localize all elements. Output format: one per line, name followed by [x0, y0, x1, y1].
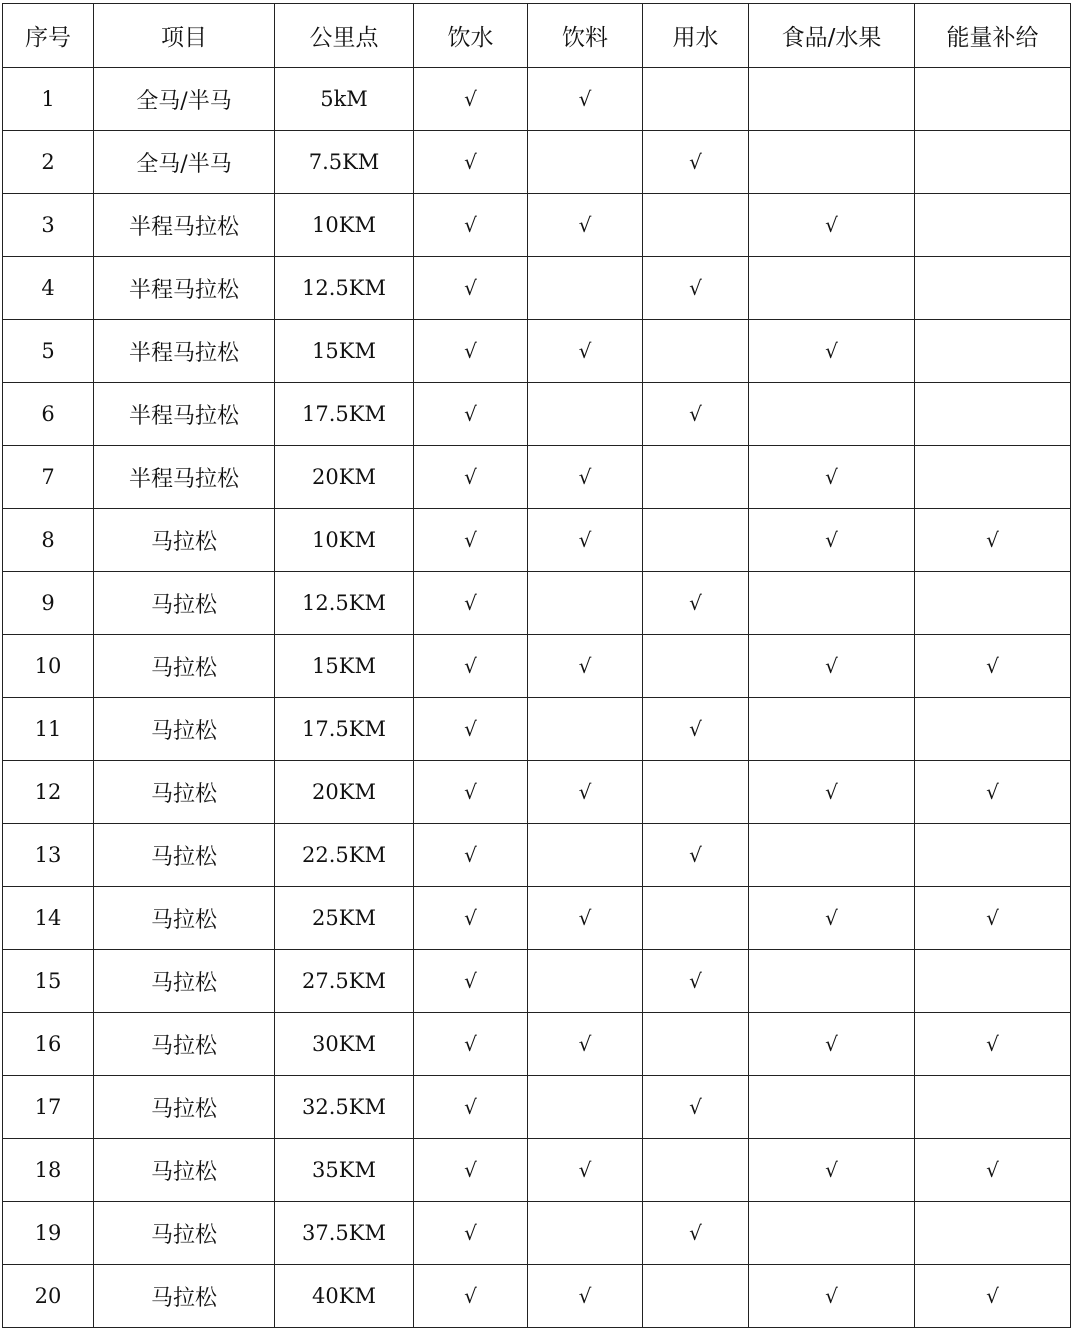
cell-beverage: √ [528, 761, 643, 824]
cell-beverage [528, 824, 643, 887]
cell-food-fruit: √ [749, 1013, 915, 1076]
cell-no: 10 [3, 635, 94, 698]
cell-no: 11 [3, 698, 94, 761]
table-row [3, 572, 1071, 635]
cell-beverage: √ [528, 1013, 643, 1076]
header-water-use: 用水 [643, 4, 749, 68]
cell-no: 14 [3, 887, 94, 950]
cell-drinking-water: √ [414, 257, 528, 320]
table-row [3, 320, 1071, 383]
cell-event: 马拉松 [94, 1265, 275, 1328]
cell-beverage [528, 950, 643, 1013]
cell-food-fruit [749, 572, 915, 635]
cell-beverage [528, 257, 643, 320]
cell-event: 马拉松 [94, 761, 275, 824]
cell-km: 37.5KM [275, 1202, 414, 1265]
cell-km: 40KM [275, 1265, 414, 1328]
cell-food-fruit: √ [749, 320, 915, 383]
cell-km: 15KM [275, 320, 414, 383]
cell-food-fruit [749, 383, 915, 446]
cell-drinking-water: √ [414, 1202, 528, 1265]
cell-no: 7 [3, 446, 94, 509]
cell-food-fruit: √ [749, 887, 915, 950]
cell-energy [915, 257, 1071, 320]
cell-event: 马拉松 [94, 1139, 275, 1202]
cell-drinking-water: √ [414, 1013, 528, 1076]
cell-beverage: √ [528, 887, 643, 950]
cell-water-use [643, 887, 749, 950]
cell-drinking-water: √ [414, 1076, 528, 1139]
cell-km: 20KM [275, 446, 414, 509]
cell-beverage: √ [528, 1139, 643, 1202]
table-row [3, 383, 1071, 446]
cell-km: 10KM [275, 509, 414, 572]
cell-no: 1 [3, 68, 94, 131]
cell-no: 18 [3, 1139, 94, 1202]
cell-km: 27.5KM [275, 950, 414, 1013]
supply-station-table [2, 3, 1071, 1328]
cell-drinking-water: √ [414, 383, 528, 446]
cell-drinking-water: √ [414, 68, 528, 131]
cell-km: 30KM [275, 1013, 414, 1076]
cell-event: 马拉松 [94, 572, 275, 635]
cell-km: 10KM [275, 194, 414, 257]
cell-event: 马拉松 [94, 698, 275, 761]
cell-no: 2 [3, 131, 94, 194]
cell-food-fruit: √ [749, 509, 915, 572]
table-row [3, 509, 1071, 572]
cell-beverage [528, 1076, 643, 1139]
cell-drinking-water: √ [414, 131, 528, 194]
cell-water-use: √ [643, 257, 749, 320]
cell-no: 6 [3, 383, 94, 446]
cell-no: 19 [3, 1202, 94, 1265]
cell-energy [915, 824, 1071, 887]
cell-event: 半程马拉松 [94, 446, 275, 509]
cell-beverage: √ [528, 320, 643, 383]
cell-km: 17.5KM [275, 383, 414, 446]
cell-food-fruit [749, 257, 915, 320]
cell-food-fruit: √ [749, 761, 915, 824]
cell-event: 半程马拉松 [94, 194, 275, 257]
cell-event: 半程马拉松 [94, 383, 275, 446]
cell-water-use [643, 1013, 749, 1076]
cell-energy: √ [915, 635, 1071, 698]
cell-water-use [643, 761, 749, 824]
table-body [3, 68, 1071, 1328]
cell-km: 12.5KM [275, 572, 414, 635]
cell-event: 半程马拉松 [94, 257, 275, 320]
cell-event: 马拉松 [94, 509, 275, 572]
cell-food-fruit [749, 1076, 915, 1139]
cell-km: 17.5KM [275, 698, 414, 761]
table-row [3, 761, 1071, 824]
table-row [3, 1202, 1071, 1265]
table-row [3, 1076, 1071, 1139]
cell-drinking-water: √ [414, 950, 528, 1013]
cell-energy: √ [915, 887, 1071, 950]
header-row [3, 4, 1071, 68]
cell-energy [915, 572, 1071, 635]
cell-no: 3 [3, 194, 94, 257]
cell-event: 马拉松 [94, 824, 275, 887]
cell-event: 全马/半马 [94, 131, 275, 194]
cell-no: 15 [3, 950, 94, 1013]
cell-energy [915, 68, 1071, 131]
cell-water-use [643, 1139, 749, 1202]
cell-drinking-water: √ [414, 1139, 528, 1202]
header-energy: 能量补给 [915, 4, 1071, 68]
cell-drinking-water: √ [414, 572, 528, 635]
cell-drinking-water: √ [414, 887, 528, 950]
cell-drinking-water: √ [414, 635, 528, 698]
table-row [3, 68, 1071, 131]
cell-water-use [643, 635, 749, 698]
cell-drinking-water: √ [414, 824, 528, 887]
cell-energy [915, 131, 1071, 194]
cell-energy: √ [915, 509, 1071, 572]
cell-drinking-water: √ [414, 1265, 528, 1328]
cell-water-use: √ [643, 572, 749, 635]
table-row [3, 824, 1071, 887]
cell-energy [915, 698, 1071, 761]
cell-beverage [528, 572, 643, 635]
cell-no: 12 [3, 761, 94, 824]
cell-water-use: √ [643, 698, 749, 761]
cell-no: 4 [3, 257, 94, 320]
cell-energy [915, 194, 1071, 257]
cell-food-fruit: √ [749, 446, 915, 509]
cell-event: 马拉松 [94, 1202, 275, 1265]
cell-food-fruit [749, 950, 915, 1013]
cell-energy [915, 446, 1071, 509]
cell-water-use: √ [643, 131, 749, 194]
cell-food-fruit: √ [749, 635, 915, 698]
cell-drinking-water: √ [414, 320, 528, 383]
cell-water-use: √ [643, 824, 749, 887]
cell-food-fruit [749, 698, 915, 761]
cell-km: 15KM [275, 635, 414, 698]
cell-beverage [528, 1202, 643, 1265]
cell-water-use: √ [643, 1076, 749, 1139]
cell-food-fruit: √ [749, 194, 915, 257]
cell-energy [915, 1202, 1071, 1265]
cell-water-use: √ [643, 1202, 749, 1265]
cell-water-use [643, 68, 749, 131]
cell-water-use [643, 320, 749, 383]
header-drinking-water: 饮水 [414, 4, 528, 68]
cell-water-use [643, 194, 749, 257]
cell-energy [915, 383, 1071, 446]
cell-no: 8 [3, 509, 94, 572]
cell-water-use [643, 509, 749, 572]
table-row [3, 698, 1071, 761]
cell-food-fruit [749, 1202, 915, 1265]
cell-beverage: √ [528, 194, 643, 257]
cell-drinking-water: √ [414, 698, 528, 761]
table-row [3, 131, 1071, 194]
cell-km: 12.5KM [275, 257, 414, 320]
cell-food-fruit: √ [749, 1139, 915, 1202]
table-row [3, 887, 1071, 950]
cell-energy: √ [915, 1139, 1071, 1202]
cell-food-fruit [749, 131, 915, 194]
cell-event: 马拉松 [94, 1013, 275, 1076]
header-km: 公里点 [275, 4, 414, 68]
cell-beverage: √ [528, 446, 643, 509]
cell-beverage [528, 383, 643, 446]
cell-energy [915, 950, 1071, 1013]
cell-water-use [643, 1265, 749, 1328]
cell-no: 17 [3, 1076, 94, 1139]
cell-beverage: √ [528, 635, 643, 698]
cell-energy [915, 320, 1071, 383]
cell-energy: √ [915, 761, 1071, 824]
table-row [3, 635, 1071, 698]
cell-no: 16 [3, 1013, 94, 1076]
cell-beverage: √ [528, 1265, 643, 1328]
table-row [3, 1139, 1071, 1202]
cell-food-fruit [749, 68, 915, 131]
cell-energy: √ [915, 1013, 1071, 1076]
cell-beverage: √ [528, 68, 643, 131]
cell-km: 25KM [275, 887, 414, 950]
cell-event: 马拉松 [94, 887, 275, 950]
cell-no: 9 [3, 572, 94, 635]
cell-food-fruit [749, 824, 915, 887]
table-row [3, 194, 1071, 257]
cell-water-use: √ [643, 950, 749, 1013]
header-no: 序号 [3, 4, 94, 68]
cell-event: 马拉松 [94, 635, 275, 698]
cell-beverage [528, 131, 643, 194]
cell-no: 5 [3, 320, 94, 383]
cell-food-fruit: √ [749, 1265, 915, 1328]
table-row [3, 257, 1071, 320]
cell-km: 32.5KM [275, 1076, 414, 1139]
cell-km: 35KM [275, 1139, 414, 1202]
cell-event: 全马/半马 [94, 68, 275, 131]
cell-water-use: √ [643, 383, 749, 446]
header-event: 项目 [94, 4, 275, 68]
cell-km: 7.5KM [275, 131, 414, 194]
cell-beverage: √ [528, 509, 643, 572]
cell-beverage [528, 698, 643, 761]
cell-event: 马拉松 [94, 1076, 275, 1139]
cell-drinking-water: √ [414, 761, 528, 824]
header-beverage: 饮料 [528, 4, 643, 68]
table-row [3, 1013, 1071, 1076]
cell-drinking-water: √ [414, 509, 528, 572]
cell-energy: √ [915, 1265, 1071, 1328]
cell-km: 5kM [275, 68, 414, 131]
header-food-fruit: 食品/水果 [749, 4, 915, 68]
cell-event: 半程马拉松 [94, 320, 275, 383]
cell-energy [915, 1076, 1071, 1139]
cell-km: 20KM [275, 761, 414, 824]
cell-drinking-water: √ [414, 446, 528, 509]
cell-no: 20 [3, 1265, 94, 1328]
cell-water-use [643, 446, 749, 509]
table-row [3, 950, 1071, 1013]
cell-event: 马拉松 [94, 950, 275, 1013]
cell-no: 13 [3, 824, 94, 887]
table-row [3, 446, 1071, 509]
table-row [3, 1265, 1071, 1328]
cell-drinking-water: √ [414, 194, 528, 257]
cell-km: 22.5KM [275, 824, 414, 887]
